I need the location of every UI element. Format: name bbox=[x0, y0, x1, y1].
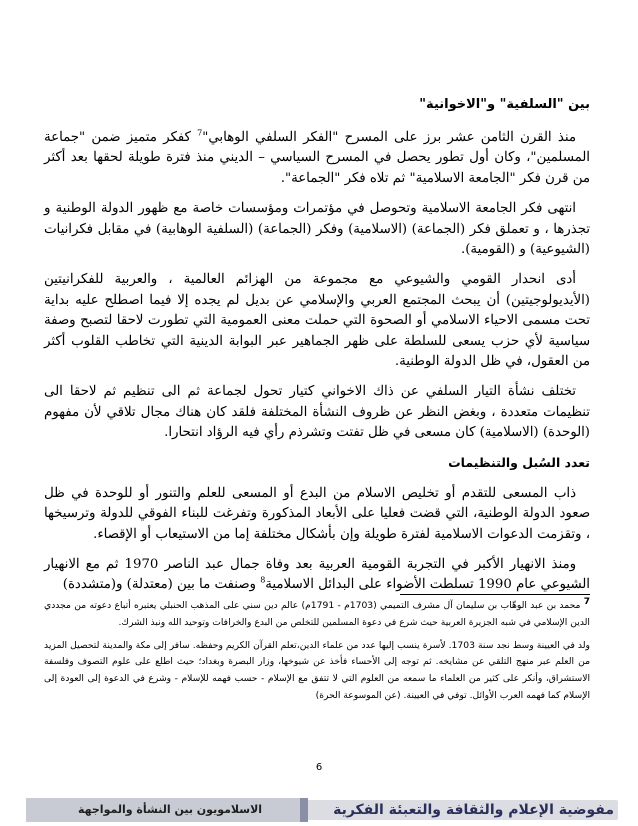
footnote-number: 7 bbox=[583, 596, 590, 607]
page-footer bbox=[0, 786, 638, 826]
footer-accent-bar bbox=[300, 798, 308, 822]
footnote-divider bbox=[400, 594, 590, 595]
subsection-heading: تعدد السُبل والتنظيمات bbox=[448, 454, 590, 470]
paragraph-1-text-b: كفكر متميز ضمن "جماعة المسلمين"، وكان أول تطور يحصل في المسرح السياسي – الديني منذ فترة طويلة لحقها بعد أكثر من قرن فكر "الجامعة الاسلامية" ثم تلاه فكر "الجماعة". bbox=[44, 130, 590, 186]
footer-organization-name: مفوضية الإعلام والثقافة والتعبئة الفكرية bbox=[333, 802, 614, 818]
paragraph-6-text-b: وصنفت ما بين (معتدلة) و(متشددة) bbox=[62, 577, 261, 593]
page-number: 6 bbox=[315, 762, 323, 773]
section-heading: بين "السلفية" و"الاخوانية" bbox=[419, 97, 590, 112]
footnotes bbox=[44, 598, 590, 711]
paragraph-2: انتهى فكر الجامعة الاسلامية وتحوصل في مؤتمرات ومؤسسات خاصة مع ظهور الدولة الوطنية و تجذرها ، و تعملق فكر (الجماعة) (الاسلامية) وفكر (الجماعة) (السلفية الوهابية) في مقابل فكرانيات (الشيوعية) و (القومية). bbox=[44, 201, 590, 258]
paragraph-6 bbox=[44, 555, 590, 596]
paragraph-5: ذاب المسعى للتقدم أو تخليص الاسلام من البدع أو المسعى للعلم والتنور أو للوحدة في ظل صعود الدولة الوطنية، التي قضت فعليا على الأبعاد المذكورة وتفرغت للبناء الفوقي للدولة وترسيخها ، وتقزمت الدعوات الاسلامية لفترة طويلة وإن بأشكال مختلفة إما من الاستيعاب أو الإقصاء. bbox=[44, 485, 590, 542]
footnote-text: محمد بن عبد الوهّاب بن سليمان آل مشرف التميمي (1703م - 1791م) عالم دين سني على المذهب الحنبلي يعتبره أتباع دعوته من مجددي الدين الإسلامي في شبه الجزيرة العربية حيث شرع في دعوة المسلمين للتخلص من البدع والخرافات وتوحيد الله ونبذ الشرك. bbox=[44, 600, 590, 628]
footnote-text: ولد في العيينة وسط نجد سنة 1703. لأسرة ينسب إليها عدد من علماء الدين،تعلم القرآن الكريم وحفظه. سافر إلى مكة والمدينة لتحصيل المزيد من العلم عبر منهج التلقي عن مشايخه. ثم توجه إلى الأحساء فأخذ عن شيوخها، وزار البصرة وبغداد؛ حيث اطلع على علوم التصوف وفلسفة الاستشراق، وأنكر على كثير من العلماء ما سمعه من العلوم التي لا تتفق مع الإسلام - حسب فهمه للإسلام - وشرع في الدعوة إلى العودة إلى الإسلام كما فهمه العرب الأوائل. توفي في العيينة. (عن الموسوعة الحرة) bbox=[44, 639, 590, 701]
footnote-ref-8[interactable]: 8 bbox=[260, 575, 266, 585]
paragraph-1 bbox=[44, 128, 590, 189]
footnote-ref-7[interactable]: 7 bbox=[197, 128, 203, 138]
paragraph-3: أدى انحدار القومي والشيوعي مع مجموعة من الهزائم العالمية ، والعربية للفكرانيتين (الأيديولوجيتين) أن يبحث المجتمع العربي والإسلامي عن بديل لم يجده إلا فيما اصطلح عليه بداية تحت مسمى الاحياء الاسلامي أو الصحوة التي حملت معنى العمومية التي تطورت لاحقا لتصبح وصفة سياسية لأي حزب يسعى للسلطة على ظهر الجماهير عبر البوابة الدينية التي تخاطب القلوب أكثر من العقول، في ظل الدولة الوطنية. bbox=[44, 272, 590, 370]
paragraph-1-text-a: منذ القرن الثامن عشر برز على المسرح "الفكر السلفي الوهابي" bbox=[202, 130, 576, 145]
footnote-7-continued bbox=[44, 638, 590, 705]
main-content bbox=[44, 96, 590, 606]
paragraph-4: تختلف نشأة التيار السلفي عن ذاك الاخواني كتيار تحول لجماعة ثم الى تنظيم ثم لاحقا الى تنظيمات متعددة ، وبغض النظر عن ظروف النشأة المختلفة فلقد كان هناك مجال تلاقي لأن مفهوم (الوحدة) (الاسلامية) كان مسعى في ظل تفتت وتشرذم رأي فيه الرؤاد انتحارا. bbox=[44, 384, 590, 441]
paragraph-6-text-a: ومنذ الانهيار الأكبر في التجربة القومية العربية بعد وفاة جمال عبد الناصر 1970 ثم مع الانهيار الشيوعي عام 1990 تسلطت الأضواء على البدائل الاسلامية bbox=[44, 556, 590, 593]
footnote-7 bbox=[44, 598, 590, 632]
footer-document-title: الاسلامويون بين النشأة والمواجهة bbox=[77, 803, 263, 816]
